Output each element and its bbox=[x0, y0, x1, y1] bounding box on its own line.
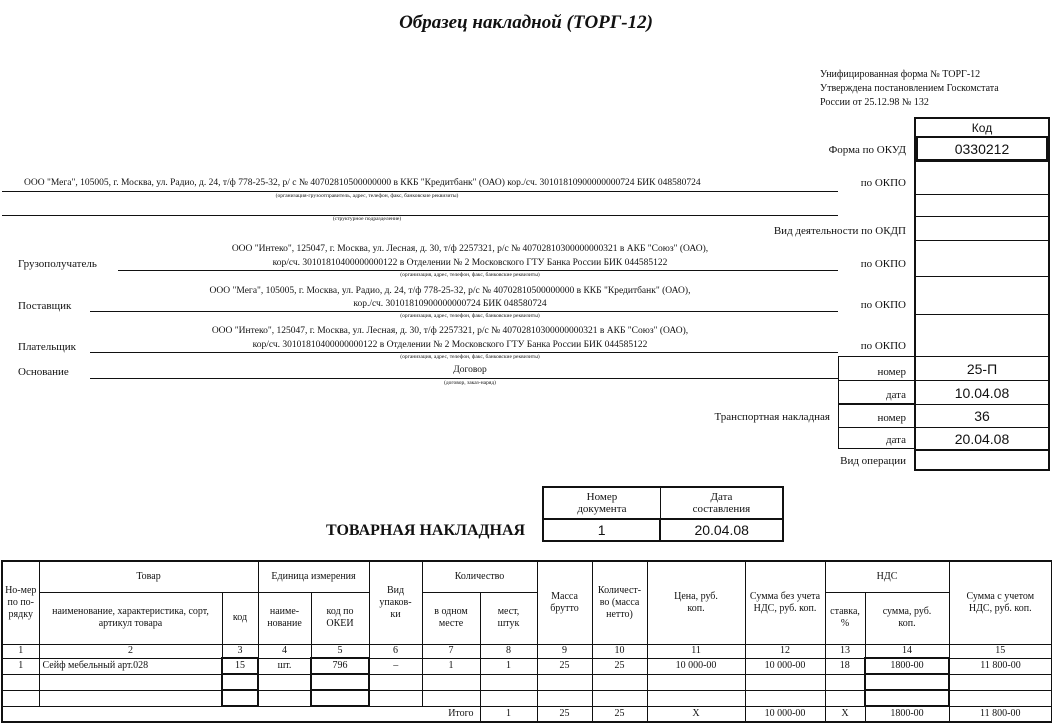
column-number: 4 bbox=[258, 644, 311, 658]
row-goods-name[interactable]: Сейф мебельный арт.028 bbox=[39, 658, 222, 674]
okud-label: Форма по ОКУД bbox=[828, 144, 906, 156]
col-header-no: Но-мер по по-рядку bbox=[2, 561, 39, 644]
column-number: 8 bbox=[480, 644, 537, 658]
approval-line: Унифицированная форма № ТОРГ-12 bbox=[820, 69, 981, 80]
shipper-okpo-cell[interactable] bbox=[916, 161, 1048, 194]
row-sum-novat[interactable]: 10 000-00 bbox=[745, 658, 825, 674]
col-header-price: Цена, руб. коп. bbox=[647, 561, 745, 644]
transport-date-label: дата bbox=[885, 434, 906, 446]
totals-gross[interactable]: 25 bbox=[537, 706, 592, 722]
document-number-header: Номер документа bbox=[543, 487, 660, 519]
column-number: 12 bbox=[745, 644, 825, 658]
column-number: 1 bbox=[2, 644, 39, 658]
document-date-header: Дата составления bbox=[660, 487, 783, 519]
supplier-okpo-label: по ОКПО bbox=[860, 299, 906, 311]
col-header-goods: Товар bbox=[39, 561, 258, 592]
transport-label-divider bbox=[838, 427, 914, 428]
payer-line2[interactable]: кор/сч. 30101810400000000122 в Отделении № 2 Московского ГТУ Банка России БИК 044585122 bbox=[252, 340, 648, 350]
consignee-caption: (организация, адрес, телефон, факс, банковские реквизиты) bbox=[400, 272, 540, 278]
supplier-line1[interactable]: ООО "Мега", 105005, г. Москва, ул. Радио, д. 24, т/ф 778-25-32, р/с № 40702810500000000 в ККБ "Кредитбанк" (ОАО), bbox=[209, 286, 691, 296]
basis-date-label: дата bbox=[885, 389, 906, 401]
totals-vat-sum[interactable]: 1800-00 bbox=[865, 706, 949, 722]
consignee-line bbox=[118, 270, 838, 271]
table-row[interactable] bbox=[2, 658, 1052, 674]
col-header-goods-name: наименование, характеристика, сорт, артикул товара bbox=[39, 592, 222, 644]
payer-caption: (организация, адрес, телефон, факс, банковские реквизиты) bbox=[400, 354, 540, 360]
transport-date-cell[interactable]: 20.04.08 bbox=[916, 427, 1048, 449]
totals-row bbox=[2, 706, 1052, 722]
document-number-table bbox=[542, 486, 784, 542]
shipper-okpo-label: по ОКПО bbox=[860, 177, 906, 189]
col-header-total: Сумма с учетом НДС, руб. коп. bbox=[949, 561, 1052, 644]
consignee-label: Грузополучатель bbox=[18, 258, 97, 270]
basis-value[interactable]: Договор bbox=[453, 365, 487, 375]
column-number: 7 bbox=[422, 644, 480, 658]
row-vat-sum[interactable]: 1800-00 bbox=[865, 658, 949, 674]
col-header-unit-name: наиме-нование bbox=[258, 592, 311, 644]
col-header-vat-rate: ставка, % bbox=[825, 592, 865, 644]
consignee-line1[interactable]: ООО "Интеко", 125047, г. Москва, ул. Лесная, д. 30, т/ф 2257321, р/с № 40702810300000000321 в АКБ "Союз" (ОАО), bbox=[231, 244, 709, 254]
transport-label: Транспортная накладная bbox=[714, 411, 830, 423]
col-header-net: Количест-во (масса нетто) bbox=[592, 561, 647, 644]
shipper-line bbox=[2, 191, 838, 192]
payer-line1[interactable]: ООО "Интеко", 125047, г. Москва, ул. Лесная, д. 30, т/ф 2257321, р/с № 40702810300000000321 в АКБ "Союз" (ОАО), bbox=[211, 326, 689, 336]
division-code-cell[interactable] bbox=[916, 194, 1048, 216]
col-header-qty-one: в одном месте bbox=[422, 592, 480, 644]
col-header-sum-novat: Сумма без учета НДС, руб. коп. bbox=[745, 561, 825, 644]
okdp-label: Вид деятельности по ОКДП bbox=[773, 225, 906, 237]
supplier-caption: (организация, адрес, телефон, факс, банковские реквизиты) bbox=[400, 313, 540, 319]
row-unit-name[interactable]: шт. bbox=[258, 658, 311, 674]
payer-label: Плательщик bbox=[18, 341, 76, 353]
shipper-caption: (организация-грузоотправитель, адрес, телефон, факс, банковские реквизиты) bbox=[275, 193, 459, 199]
col-header-qty-places: мест, штук bbox=[480, 592, 537, 644]
col-header-goods-code: код bbox=[222, 592, 258, 644]
column-number: 9 bbox=[537, 644, 592, 658]
row-no[interactable]: 1 bbox=[2, 658, 39, 674]
row-net[interactable]: 25 bbox=[592, 658, 647, 674]
supplier-label: Поставщик bbox=[18, 300, 72, 312]
document-date[interactable]: 20.04.08 bbox=[660, 519, 783, 541]
supplier-line2[interactable]: кор./сч. 30101810900000000724 БИК 048580724 bbox=[353, 299, 547, 309]
totals-label: Итого bbox=[2, 706, 480, 722]
col-header-unit: Единица измерения bbox=[258, 561, 369, 592]
totals-sum-novat[interactable]: 10 000-00 bbox=[745, 706, 825, 722]
transport-number-cell[interactable]: 36 bbox=[916, 404, 1048, 427]
column-number-row bbox=[2, 644, 1052, 658]
row-vat-rate[interactable]: 18 bbox=[825, 658, 865, 674]
consignee-okpo-cell[interactable] bbox=[916, 240, 1048, 276]
form-approval bbox=[820, 68, 1048, 110]
table-row-empty[interactable] bbox=[2, 690, 1052, 706]
column-number: 10 bbox=[592, 644, 647, 658]
totals-net[interactable]: 25 bbox=[592, 706, 647, 722]
totals-places[interactable]: 1 bbox=[480, 706, 537, 722]
document-heading: ТОВАРНАЯ НАКЛАДНАЯ bbox=[326, 522, 526, 539]
row-pack[interactable]: – bbox=[369, 658, 422, 674]
table-row-empty[interactable] bbox=[2, 674, 1052, 690]
division-caption: (структурное подразделение) bbox=[332, 216, 402, 222]
col-header-unit-okei: код по ОКЕИ bbox=[311, 592, 369, 644]
totals-vat-rate: X bbox=[825, 706, 865, 722]
page-title: Образец накладной (ТОРГ-12) bbox=[399, 12, 653, 33]
row-price[interactable]: 10 000-00 bbox=[647, 658, 745, 674]
row-total[interactable]: 11 800-00 bbox=[949, 658, 1052, 674]
column-number: 11 bbox=[647, 644, 745, 658]
goods-table bbox=[1, 560, 1052, 723]
row-qty-places[interactable]: 1 bbox=[480, 658, 537, 674]
supplier-line bbox=[90, 311, 838, 312]
basis-number-label: номер bbox=[877, 366, 906, 378]
consignee-line2[interactable]: кор/сч. 30101810400000000122 в Отделении № 2 Московского ГТУ Банка России БИК 044585122 bbox=[272, 258, 668, 268]
okdp-code-cell[interactable] bbox=[916, 216, 1048, 240]
column-number: 2 bbox=[39, 644, 222, 658]
column-number: 15 bbox=[949, 644, 1052, 658]
col-header-gross: Масса брутто bbox=[537, 561, 592, 644]
payer-okpo-label: по ОКПО bbox=[860, 340, 906, 352]
basis-caption: (договор, заказ-наряд) bbox=[443, 380, 496, 386]
col-header-vat-sum: сумма, руб. коп. bbox=[865, 592, 949, 644]
row-qty-one[interactable]: 1 bbox=[422, 658, 480, 674]
column-number: 5 bbox=[311, 644, 369, 658]
okud-code-cell[interactable]: 0330212 bbox=[916, 136, 1048, 161]
transport-number-label: номер bbox=[877, 412, 906, 424]
approval-line: России от 25.12.98 № 132 bbox=[820, 97, 929, 108]
column-number: 6 bbox=[369, 644, 422, 658]
basis-date-cell[interactable]: 10.04.08 bbox=[916, 380, 1048, 404]
totals-total[interactable]: 11 800-00 bbox=[949, 706, 1052, 722]
consignee-okpo-label: по ОКПО bbox=[860, 258, 906, 270]
col-header-pack: Вид упаков-ки bbox=[369, 561, 422, 644]
supplier-okpo-cell[interactable] bbox=[916, 276, 1048, 314]
approval-line: Утверждена постановлением Госкомстата bbox=[820, 83, 999, 94]
row-goods-code[interactable]: 15 bbox=[222, 658, 258, 674]
operation-type-cell[interactable] bbox=[916, 449, 1048, 469]
code-header: Код bbox=[971, 120, 993, 135]
col-header-qty: Количество bbox=[422, 561, 537, 592]
col-header-vat: НДС bbox=[825, 561, 949, 592]
basis-line bbox=[90, 378, 838, 379]
column-number: 14 bbox=[865, 644, 949, 658]
shipper-details[interactable]: ООО "Мега", 105005, г. Москва, ул. Радио, д. 24, т/ф 778-25-32, р/ с № 40702810500000000 в ККБ "Кредитбанк" (ОАО) кор./сч. 30101810900000000724 БИК 048580724 bbox=[24, 178, 701, 188]
operation-type-label: Вид операции bbox=[840, 455, 906, 467]
row-gross[interactable]: 25 bbox=[537, 658, 592, 674]
basis-number-cell[interactable]: 25-П bbox=[916, 356, 1048, 380]
document-number[interactable]: 1 bbox=[543, 519, 660, 541]
payer-line bbox=[90, 352, 838, 353]
column-number: 3 bbox=[222, 644, 258, 658]
row-unit-okei[interactable]: 796 bbox=[311, 658, 369, 674]
payer-okpo-cell[interactable] bbox=[916, 314, 1048, 356]
totals-price: X bbox=[647, 706, 745, 722]
basis-label: Основание bbox=[18, 366, 69, 378]
column-number: 13 bbox=[825, 644, 865, 658]
